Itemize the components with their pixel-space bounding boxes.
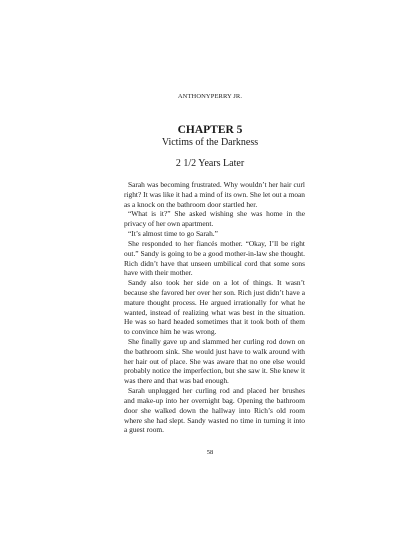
running-header: ANTHONYPERRY JR. bbox=[177, 93, 243, 100]
paragraph: “It’s almost time to go Sarah.” bbox=[128, 229, 218, 239]
paragraph: Sarah unplugged her curling rod and placed her brushes and make-up into her overnight bag. Opening the bathroom door she walked down the hallway into Rich’s old room where she had slept. Sandy wasted no time in turning it into a guest room. bbox=[124, 386, 305, 435]
paragraph: She finally gave up and slammed her curling rod down on the bathroom sink. She would just have to walk around with her hair out of place. She was aware that no one else would probably notice the imperfection, but she saw it. She knew it was there and that was bad enough. bbox=[124, 337, 305, 386]
time-heading: 2 1/2 Years Later bbox=[175, 158, 245, 169]
paragraph: “What is it?” She asked wishing she was home in the privacy of her own apartment. bbox=[124, 209, 305, 229]
chapter-title: CHAPTER 5 bbox=[177, 124, 243, 136]
paragraph: Sandy also took her side on a lot of things. It wasn’t because she favored her over her son. Rich just didn’t have a mature thought process. He argued irrationally for what he wanted, instead of realizing what was best in the situation. He was so hard headed sometimes that it took both of them to convince him he was wrong. bbox=[124, 278, 305, 337]
paragraph: Sarah was becoming frustrated. Why wouldn’t her hair curl right? It was like it had a mind of its own. She let out a moan as a knock on the bathroom door startled her. bbox=[124, 180, 305, 209]
body-text bbox=[124, 180, 305, 435]
chapter-subtitle: Victims of the Darkness bbox=[161, 137, 259, 148]
paragraph: She responded to her fiancés mother. “Okay, I’ll be right out.” Sandy is going to be a good mother-in-law she thought. Rich didn’t have that unseen umbilical cord that some sons have with their mother. bbox=[124, 238, 305, 278]
page-number: 58 bbox=[206, 449, 214, 456]
